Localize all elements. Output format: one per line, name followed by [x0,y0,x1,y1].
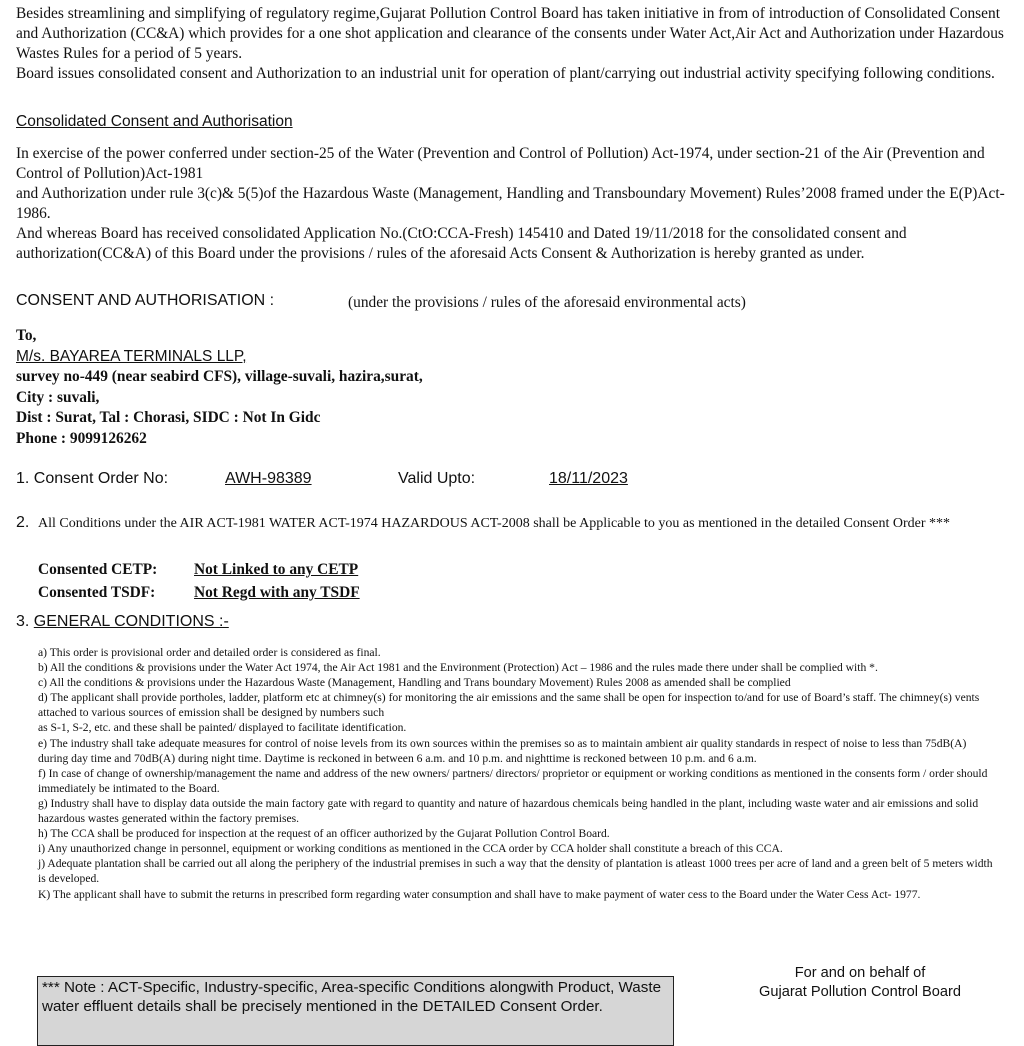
condition-b: b) All the conditions & provisions under the Water Act 1974, the Air Act 1981 and the Environment (Protection) Act – 1986 and the rules made there under shall be complied with *. [38,661,878,675]
address-phone: Phone : 9099126262 [16,429,147,447]
exercise-line-1: In exercise of the power conferred under section-25 of the Water (Prevention and Control of Pollution) Act-1974, under section-21 of the Air (Prevention and Control of Pollution)Act-1981 [16,145,985,182]
condition-d: d) The applicant shall provide portholes, ladder, platform etc at chimney(s) for monitoring the air emissions and the same shall be open for inspection to/and for use of Board’s staff. The chimney(s) vents attached to various sources of emission shall be designed by numbers such [38,691,980,720]
cetp-row [38,558,360,581]
section-3-title: GENERAL CONDITIONS :- [33,613,229,630]
general-conditions-list [38,645,998,902]
note-box: *** Note : ACT-Specific, Industry-specific, Area-specific Conditions alongwith Product, Waste water effluent details shall be precisely mentioned in the DETAILED Consent Order. [37,976,674,1046]
signature-block [740,964,980,1002]
intro-paragraph-1: Besides streamlining and simplifying of regulatory regime,Gujarat Pollution Control Board has taken initiative in from of introduction of Consolidated Consent and Authorization (CC&A) which provides for a one shot application and clearance of the consents under Water Act,Air Act and Authorization under Hazardous Wastes Rules for a period of 5 years. [16,5,1004,62]
exercise-line-2: and Authorization under rule 3(c)& 5(5)of the Hazardous Waste (Management, Handling and Transboundary Movement) Rules’2008 framed under the E(P)Act-1986. [16,185,1005,222]
condition-h: h) The CCA shall be produced for inspection at the request of an officer authorized by the Gujarat Pollution Control Board. [38,827,610,841]
exercise-line-3: And whereas Board has received consolidated Application No.(CtO:CCA-Fresh) 145410 and Dated 19/11/2018 for the consolidated consent and authorization(CC&A) of this Board under the provisions / rules of the aforesaid Acts Consent & Authorization is hereby granted as under. [16,225,907,262]
tsdf-row [38,581,360,604]
section-3-heading [16,613,229,631]
address-line: survey no-449 (near seabird CFS), village-suvali, hazira,surat, [16,368,423,385]
intro-paragraph-2: Board issues consolidated consent and Authorization to an industrial unit for operation of plant/carrying out industrial activity specifying following conditions. [16,65,995,82]
consent-subtitle: (under the provisions / rules of the aforesaid environmental acts) [348,294,746,311]
consent-order-number: AWH-98389 [225,470,312,487]
intro-section [16,4,1016,84]
section-3-number: 3. [16,613,30,630]
company-name: M/s. BAYAREA TERMINALS LLP, [16,347,247,365]
cetp-label: Consented CETP: [38,561,158,578]
exercise-section [16,144,1016,264]
consent-order-label: 1. Consent Order No: [16,470,169,487]
consented-facilities [38,558,360,604]
consent-heading [16,292,1016,310]
signature-line-1: For and on behalf of [794,965,926,981]
address-to: To, [16,327,37,344]
condition-c: c) All the conditions & provisions under the Hazardous Waste (Management, Handling and Trans boundary Movement) Rules 2008 as amended shall be complied [38,676,791,690]
condition-j: j) Adequate plantation shall be carried out all along the periphery of the industrial premises in such a way that the density of plantation is atleast 1000 trees per acre of land and a green belt of 5 meters width is developed. [38,857,993,886]
address-block [16,326,423,449]
valid-upto-date: 18/11/2023 [549,470,628,487]
condition-g: g) Industry shall have to display data outside the main factory gate with regard to quantity and nature of hazardous chemicals being handled in the plant, including waste water and air emissions and solid hazardous wastes generated within the factory premises. [38,796,979,826]
condition-k: K) The applicant shall have to submit the returns in prescribed form regarding water consumption and shall have to make payment of water cess to the Board under the Water Cess Act- 1977. [38,887,921,901]
tsdf-value: Not Regd with any TSDF [194,584,360,601]
section-2-number: 2. [16,514,30,531]
address-district: Dist : Surat, Tal : Chorasi, SIDC : Not In Gidc [16,409,321,426]
cca-heading: Consolidated Consent and Authorisation [16,113,293,130]
condition-d-continued: as S-1, S-2, etc. and these shall be painted/ displayed to facilitate identification. [38,721,407,735]
condition-f: f) In case of change of ownership/management the name and address of the new owners/ partners/ directors/ proprietor or equipment or working conditions as mentioned in the consents form / order should immediately be intimated to the Board. [38,766,988,795]
valid-upto-label: Valid Upto: [398,470,476,487]
section-2-text: All Conditions under the AIR ACT-1981 WATER ACT-1974 HAZARDOUS ACT-2008 shall be Applicable to you as mentioned in the detailed Consent Order *** [38,516,951,531]
condition-e: e) The industry shall take adequate measures for control of noise levels from its own sources within the premises so as to maintain ambient air quality standards in respect of noise to less than 75dB(A) during day time and 70dB(A) during night time. Daytime is reckoned in between 6 a.m. and 10 p.m. and nighttime is reckoned between 10 p.m. and 6 a.m. [38,736,967,765]
cetp-value: Not Linked to any CETP [194,561,359,578]
signature-line-2: Gujarat Pollution Control Board [759,984,961,1000]
address-city: City : suvali, [16,388,100,406]
condition-i: i) Any unauthorized change in personnel, equipment or working conditions as mentioned in the CCA order by CCA holder shall constitute a breach of this CCA. [38,842,783,856]
condition-a: a) This order is provisional order and detailed order is considered as final. [38,646,381,659]
consent-title: CONSENT AND AUTHORISATION : [16,292,275,309]
tsdf-label: Consented TSDF: [38,584,156,601]
